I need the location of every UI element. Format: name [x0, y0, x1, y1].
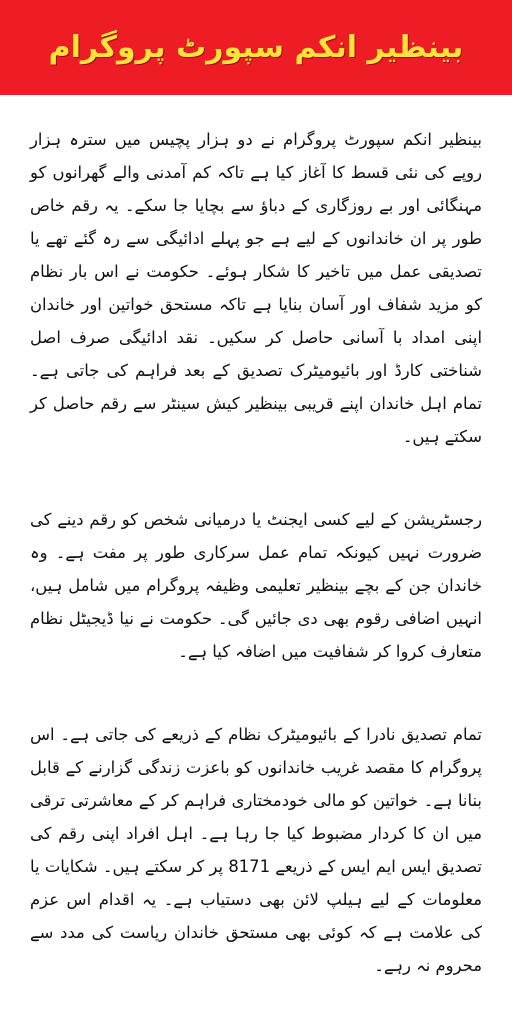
page-title: بینظیر انکم سپورٹ پروگرام [48, 30, 464, 65]
paragraph-1: بینظیر انکم سپورٹ پروگرام نے دو ہزار پچیس میں سترہ ہزار روپے کی نئی قسط کا آغاز کیا ہے تاکہ کم آمدنی والے گھرانوں کو مہنگائی اور بے روزگاری کے دباؤ سے بچایا جا سکے۔ یہ رقم خاص طور پر ان خاندانوں کے لیے ہے جو پہلے ادائیگی سے رہ گئے تھے یا تصدیقی عمل میں تاخیر کا شکار ہوئے۔ حکومت نے اس بار نظام کو مزید شفاف اور آسان بنایا ہے تاکہ مستحق خواتین اور خاندان اپنی امداد با آسانی حاصل کر سکیں۔ نقد ادائیگی صرف اصل شناختی کارڈ اور بائیومیٹرک تصدیق کے بعد فراہم کی جاتی ہے۔ تمام اہل خاندان اپنے قریبی بینظیر کیش سینٹر سے رقم حاصل کر سکتے ہیں۔ [30, 130, 482, 446]
header-banner [0, 0, 512, 95]
article-body [0, 95, 512, 982]
paragraph-2: رجسٹریشن کے لیے کسی ایجنٹ یا درمیانی شخص کو رقم دینے کی ضرورت نہیں کیونکہ تمام عمل سرکاری طور پر مفت ہے۔ وہ خاندان جن کے بچے بینظیر تعلیمی وظیفہ پروگرام میں شامل ہیں، انہیں اضافی رقوم بھی دی جائیں گی۔ حکومت نے نیا ڈیجیٹل نظام متعارف کروا کر شفافیت میں اضافہ کیا ہے۔ [30, 510, 482, 661]
paragraph-3: تمام تصدیق نادرا کے بائیومیٹرک نظام کے ذریعے کی جاتی ہے۔ اس پروگرام کا مقصد غریب خاندانوں کو باعزت زندگی گزارنے کے قابل بنانا ہے۔ خواتین کو مالی خودمختاری فراہم کر کے معاشرتی ترقی میں ان کا کردار مضبوط کیا جا رہا ہے۔ اہل افراد اپنی رقم کی تصدیق ایس ایم ایس کے ذریعے 8171 پر کر سکتے ہیں۔ شکایات یا معلومات کے لیے ہیلپ لائن بھی دستیاب ہے۔ یہ اقدام اس عزم کی علامت ہے کہ کوئی بھی مستحق خاندان ریاست کی مدد سے محروم نہ رہے۔ [30, 725, 482, 975]
